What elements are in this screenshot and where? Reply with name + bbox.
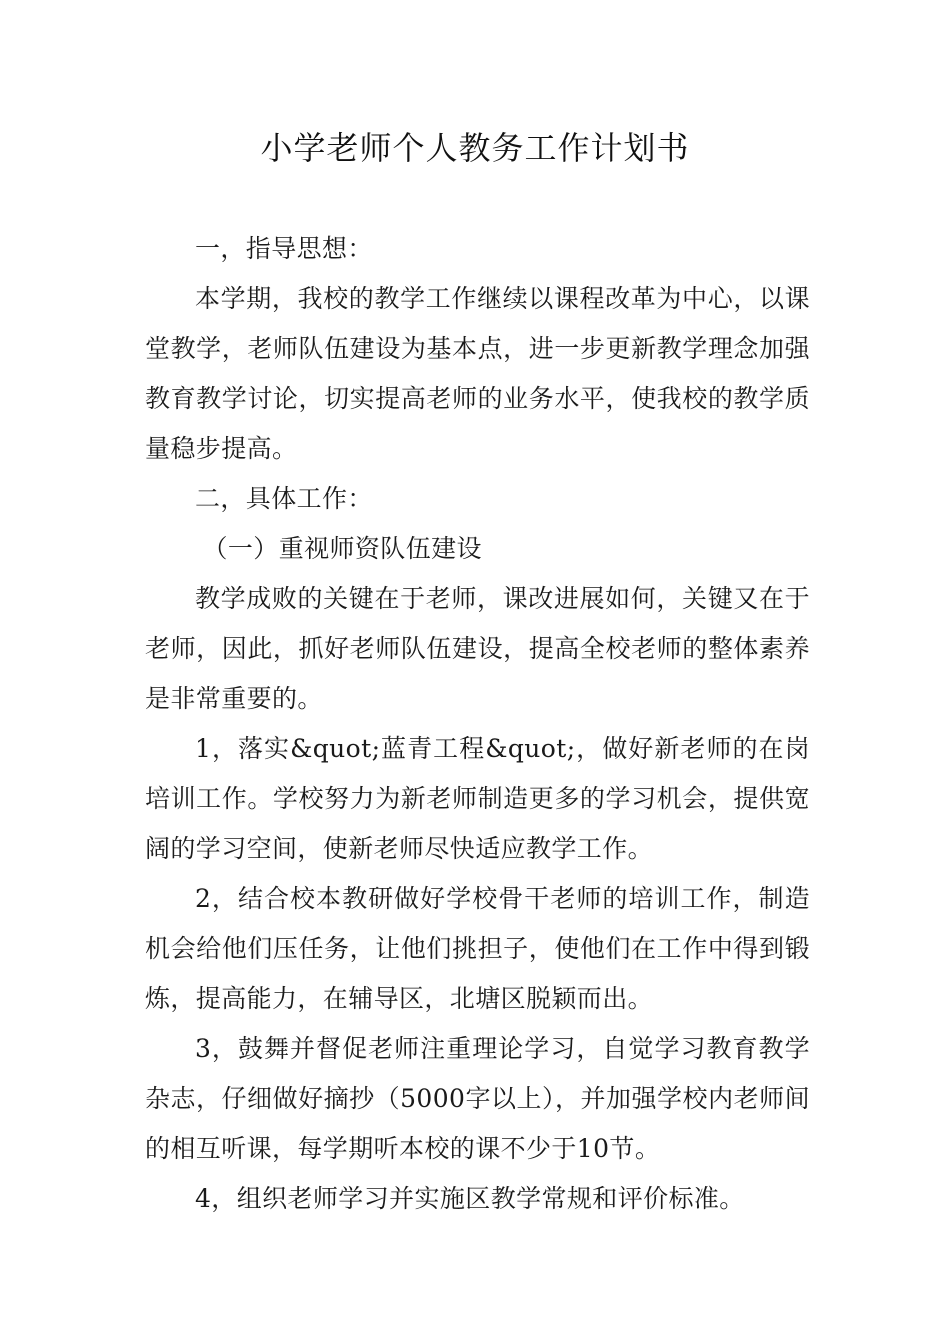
paragraph-teacher-key: 教学成败的关键在于老师，课改进展如何，关键又在于老师，因此，抓好老师队伍建设，提高全校老师的整体素养是非常重要的。	[145, 584, 810, 713]
subsection-heading-teacher-team: （一）重视师资队伍建设	[202, 534, 482, 563]
section-heading-specific-work: 二，具体工作：	[195, 484, 373, 513]
document-title: 小学老师个人教务工作计划书	[260, 129, 690, 167]
paragraph-guiding-thought: 本学期，我校的教学工作继续以课程改革为中心，以课堂教学，老师队伍建设为基本点，进一步更新教学理念加强教育教学讨论，切实提高老师的业务水平，使我校的教学质量稳步提高。	[145, 284, 810, 463]
list-item-3: 3，鼓舞并督促老师注重理论学习，自觉学习教育教学杂志，仔细做好摘抄（5000字以上），并加强学校内老师间的相互听课，每学期听本校的课不少于10节。	[145, 1034, 810, 1163]
list-item-2: 2，结合校本教研做好学校骨干老师的培训工作，制造机会给他们压任务，让他们挑担子，使他们在工作中得到锻炼，提高能力，在辅导区，北塘区脱颖而出。	[145, 884, 810, 1013]
list-item-4: 4，组织老师学习并实施区教学常规和评价标准。	[195, 1184, 745, 1213]
list-item-1: 1，落实&quot;蓝青工程&quot;，做好新老师的在岗培训工作。学校努力为新老师制造更多的学习机会，提供宽阔的学习空间，使新老师尽快适应教学工作。	[145, 734, 810, 863]
document-body	[145, 224, 810, 1224]
section-heading-guiding-thought: 一，指导思想：	[195, 234, 373, 263]
